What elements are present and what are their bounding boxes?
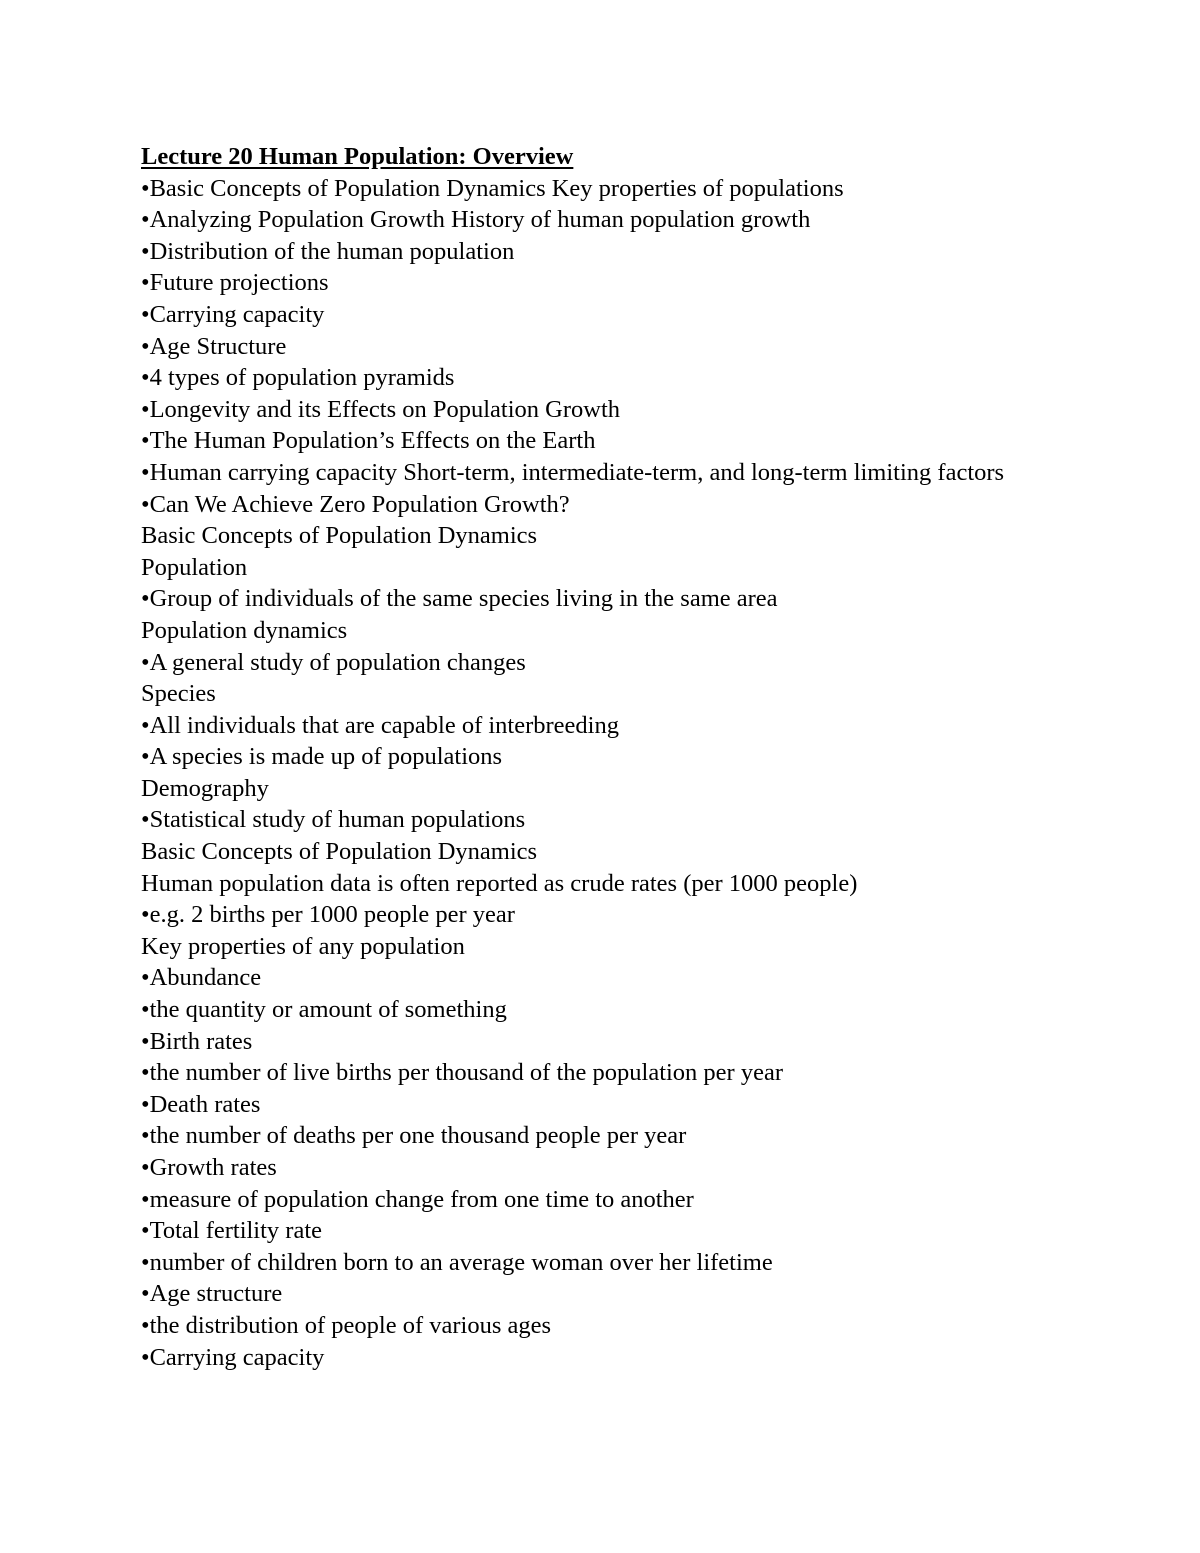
property-definition: •the distribution of people of various ages <box>141 1311 552 1339</box>
text-line: •Can We Achieve Zero Population Growth? <box>141 490 570 518</box>
text-line: •Longevity and its Effects on Population Growth <box>141 395 621 423</box>
definition: •A species is made up of populations <box>141 743 503 771</box>
property-definition: •measure of population change from one time to another <box>141 1185 694 1213</box>
document-title: Lecture 20 Human Population: Overview <box>141 143 574 170</box>
text-line: •Basic Concepts of Population Dynamics Key properties of populations <box>141 174 844 202</box>
property-term: •Age structure <box>141 1280 283 1308</box>
term: Species <box>141 680 216 708</box>
text-line: •4 types of population pyramids <box>141 364 455 392</box>
text-line: •Human carrying capacity Short-term, intermediate-term, and long-term limiting factors <box>141 458 1005 486</box>
property-definition: •number of children born to an average woman over her lifetime <box>141 1248 773 1276</box>
property-term: •Total fertility rate <box>141 1217 323 1245</box>
section-heading: Basic Concepts of Population Dynamics <box>141 838 538 866</box>
term: Population <box>141 553 248 581</box>
term: Population dynamics <box>141 616 348 644</box>
term: Demography <box>141 774 269 802</box>
text-line: •e.g. 2 births per 1000 people per year <box>141 901 515 929</box>
text-line: •The Human Population’s Effects on the Earth <box>141 427 596 455</box>
definition: •All individuals that are capable of interbreeding <box>141 711 619 739</box>
property-definition: •the number of deaths per one thousand people per year <box>141 1122 687 1150</box>
definition: •A general study of population changes <box>141 648 526 676</box>
section-heading: Basic Concepts of Population Dynamics <box>141 522 538 550</box>
text-line: •Carrying capacity <box>141 300 325 328</box>
definition: •Statistical study of human populations <box>141 806 526 834</box>
document-body <box>141 141 1041 1373</box>
property-definition: •the number of live births per thousand of the population per year <box>141 1059 784 1087</box>
property-term: •Abundance <box>141 964 262 992</box>
property-term: •Death rates <box>141 1090 261 1118</box>
subheading: Key properties of any population <box>141 932 465 960</box>
property-term: •Carrying capacity <box>141 1343 325 1371</box>
text-line: •Distribution of the human population <box>141 237 515 265</box>
property-definition: •the quantity or amount of something <box>141 996 507 1024</box>
text-line: •Analyzing Population Growth History of human population growth <box>141 206 811 234</box>
definition: •Group of individuals of the same species living in the same area <box>141 585 778 613</box>
text-line: •Future projections <box>141 269 329 297</box>
text-line: •Age Structure <box>141 332 287 360</box>
property-term: •Growth rates <box>141 1154 277 1181</box>
property-term: •Birth rates <box>141 1027 253 1055</box>
text-line: Human population data is often reported as crude rates (per 1000 people) <box>141 869 858 897</box>
